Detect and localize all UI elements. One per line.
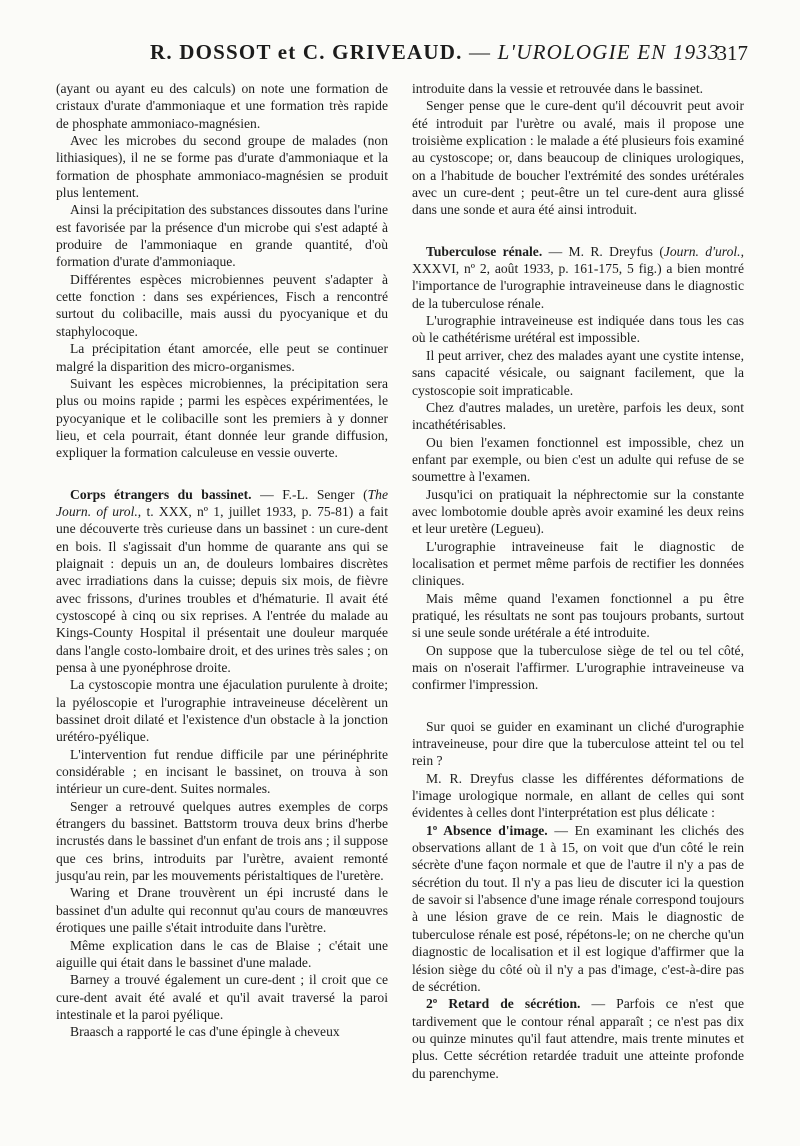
paragraph: Ainsi la précipitation des substances dissoutes dans l'urine est favorisée par la présence d'un microbe qui s'est adapté à produire de l'ammoniaque en grande quantité, d'où formation d'urate d'ammoniaque. bbox=[56, 202, 388, 270]
subsection-retard-secretion bbox=[412, 995, 744, 1082]
subsection-title: 1º Absence d'image. bbox=[426, 822, 548, 838]
reference-journal: Journ. d'urol. bbox=[663, 243, 741, 259]
header-authors: R. DOSSOT et C. GRIVEAUD. bbox=[150, 40, 463, 64]
paragraph: L'urographie intraveineuse est indiquée dans tous les cas où le cathétérisme urétéral est impossible. bbox=[412, 313, 744, 346]
paragraph: Waring et Drane trouvèrent un épi incrusté dans le bassinet d'un adulte qui reconnut qu'au cours de manœuvres érotiques une paille s'était introduite dans l'urètre. bbox=[56, 885, 388, 936]
running-header bbox=[0, 40, 800, 80]
section-title: Tuberculose rénale. bbox=[426, 243, 543, 259]
paragraph: M. R. Dreyfus classe les différentes déformations de l'image urologique normale, en allant de celles qui sont évidentes à celles dont l'interprétation est plus délicate : bbox=[412, 770, 744, 821]
paragraph: Ou bien l'examen fonctionnel est impossible, chez un enfant par exemple, ou bien c'est un adulte qui refuse de se soumettre à l'examen. bbox=[412, 434, 744, 485]
paragraph: Suivant les espèces microbiennes, la précipitation sera plus ou moins rapide ; parmi les espèces expérimentées, le pyocyanique et le colibacille sont les premiers à y donner lieu, et cela pourrait, étant donnée leur grande diffusion, expliquer la formation calculeuse en vessie ouverte. bbox=[56, 375, 388, 461]
section-corps-etrangers bbox=[56, 486, 388, 677]
section-gap bbox=[56, 462, 388, 486]
paragraph: La cystoscopie montra une éjaculation purulente à droite; la pyéloscopie et l'urographie intraveineuse décelèrent un bassinet droit dilaté et l'existence d'un obstacle à la jonction urétéro-pyélique. bbox=[56, 677, 388, 745]
section-text: , XXXVI, nº 2, août 1933, p. 161-175, 5 fig.) a bien montré l'importance de l'urographie intraveineuse dans le diagnostic de la tuberculose rénale. bbox=[412, 243, 744, 311]
paragraph: Braasch a rapporté le cas d'une épingle à cheveux bbox=[70, 1024, 340, 1040]
paragraph: Il peut arriver, chez des malades ayant une cystite intense, sans capacité vésicale, ou saignant facilement, que la cystoscopie soit impraticable. bbox=[412, 347, 744, 398]
section-text: , t. XXX, nº 1, juillet 1933, p. 75-81) a fait une découverte très curieuse dans un bassinet : un cure-dent en bois. Il s'agissait d'un homme de quarante ans qui se plaignait : depuis un an, de douleurs lombaires discrètes avec irradiations dans la cuisse; depuis six mois, de fièvre avec frissons, d'urines troubles et d'hématurie. Il avait été cystoscopé à cinq ou six reprises. A l'entrée du malade au Kings-County Hospital il présentait une douleur marquée dans l'angle costo-lombaire droit, et des urines très sales ; on pensa à une pyonéphrose droite. bbox=[56, 503, 388, 675]
paragraph: Mais même quand l'examen fonctionnel a pu être pratiqué, les résultats ne sont pas toujours probants, surtout si une seule sonde urétérale a été introduite. bbox=[412, 590, 744, 641]
subsection-absence-image bbox=[412, 822, 744, 995]
left-column bbox=[56, 80, 388, 1041]
section-author: — F.-L. Senger ( bbox=[251, 486, 368, 502]
paragraph: Senger a retrouvé quelques autres exemples de corps étrangers du bassinet. Battstorm trouva deux brins d'herbe incrustés dans le bassinet d'un enfant de trois ans ; il suppose que ces brins, introduits par l'urètre, avaient remonté jusqu'au rein, par les mouvements péristaltiques de l'uretère. bbox=[56, 798, 388, 884]
paragraph: La précipitation étant amorcée, elle peut se continuer malgré la disparition des micro-organismes. bbox=[56, 341, 388, 374]
paragraph: L'urographie intraveineuse fait le diagnostic de localisation et permet même parfois de rectifier les données cliniques. bbox=[412, 538, 744, 589]
paragraph: L'intervention fut rendue difficile par une périnéphrite considérable ; en incisant le bassinet, on trouva à son intérieur un cure-dent. Suites normales. bbox=[56, 746, 388, 797]
subsection-title: 2º Retard de sécrétion. bbox=[426, 996, 581, 1012]
section-author: — M. R. Dreyfus ( bbox=[542, 243, 664, 259]
paragraph: Avec les microbes du second groupe de malades (non lithiasiques), il ne se forme pas d'urate d'ammoniaque et la formation de phosphate ammoniaco-magnésien se produit plus lentement. bbox=[56, 133, 388, 201]
reference-journal: The Journ. of urol. bbox=[56, 486, 389, 519]
paragraph: Sur quoi se guider en examinant un cliché d'urographie intraveineuse, pour dire que la tuberculose atteint tel ou tel rein ? bbox=[412, 718, 744, 769]
paragraph: introduite dans la vessie et retrouvée dans le bassinet. bbox=[412, 81, 704, 96]
page-number: 317 bbox=[716, 41, 748, 65]
paragraph: Même explication dans le cas de Blaise ; c'était une aiguille qui était dans le bassinet d'une malade. bbox=[56, 937, 388, 970]
header-separator: — bbox=[469, 40, 492, 64]
section-gap bbox=[412, 219, 744, 243]
subsection-text: — Parfois ce n'est que tardivement que le contour rénal apparaît ; ce n'est pas dix ou quinze minutes qu'il faut attendre, mais trente minutes et plus. Cette sécrétion retardée traduit une atteinte profonde du parenchyme. bbox=[412, 996, 745, 1081]
right-column bbox=[412, 80, 744, 1082]
paragraph: On suppose que la tuberculose siège de tel ou tel côté, mais on n'oserait l'affirmer. L'urographie intraveineuse va confirmer l'impression. bbox=[412, 642, 744, 693]
running-head-title bbox=[150, 40, 720, 65]
section-gap bbox=[412, 694, 744, 718]
paragraph: Différentes espèces microbiennes peuvent s'adapter à cette fonction : dans ses expériences, Fisch a rencontré surtout du colibacille, mais aussi du pyocyanique et du staphylocoque. bbox=[56, 271, 388, 339]
header-journal: L'UROLOGIE EN 1933 bbox=[497, 40, 720, 64]
paragraph: Chez d'autres malades, un uretère, parfois les deux, sont incathétérisables. bbox=[412, 399, 744, 433]
paragraph: (ayant ou ayant eu des calculs) on note une formation de cristaux d'urate d'ammoniaque et une formation très rapide de phosphate ammoniaco-magnésien. bbox=[56, 81, 388, 131]
section-tuberculose-renale bbox=[412, 243, 744, 312]
subsection-text: — En examinant les clichés des observations allant de 1 à 15, on voit que d'un côté le rein sécrète d'une façon normale et que de l'autre il n'y a pas de sécrétion du tout. Il n'y a pas lieu de discuter ici la question de savoir si l'absence d'une image rénale correspond toujours à une lésion grave de ce rein. Mais le diagnostic de tuberculose rénale est posé, répétons-le; on ne cherche qu'un diagnostic de localisation et il est logique d'affirmer que la lésion siège du côté où il n'y a pas d'image, c'est-à-dire pas de sécrétion. bbox=[412, 822, 745, 994]
paragraph: Barney a trouvé également un cure-dent ; il croit que ce cure-dent avait été avalé et qu'il avait traversé la paroi intestinale et la paroi pyélique. bbox=[56, 972, 388, 1022]
paragraph: Jusqu'ici on pratiquait la néphrectomie sur la constante avec lombotomie double après avoir examiné les deux reins et leur uretère (Legueu). bbox=[412, 486, 744, 537]
section-title: Corps étrangers du bassinet. bbox=[70, 486, 252, 502]
paragraph: Senger pense que le cure-dent qu'il découvrit peut avoir été introduit par l'urètre ou avalé, mais il propose une troisième explication : le malade a été plusieurs fois examiné au cystoscope; or, dans beaucoup de cliniques urologiques, on a l'habitude de boucher l'extrémité des sondes urétérales avec un cure-dent ; peut-être un tel cure-dent aura glissé dans une sonde et aura été ainsi introduit. bbox=[412, 98, 744, 218]
